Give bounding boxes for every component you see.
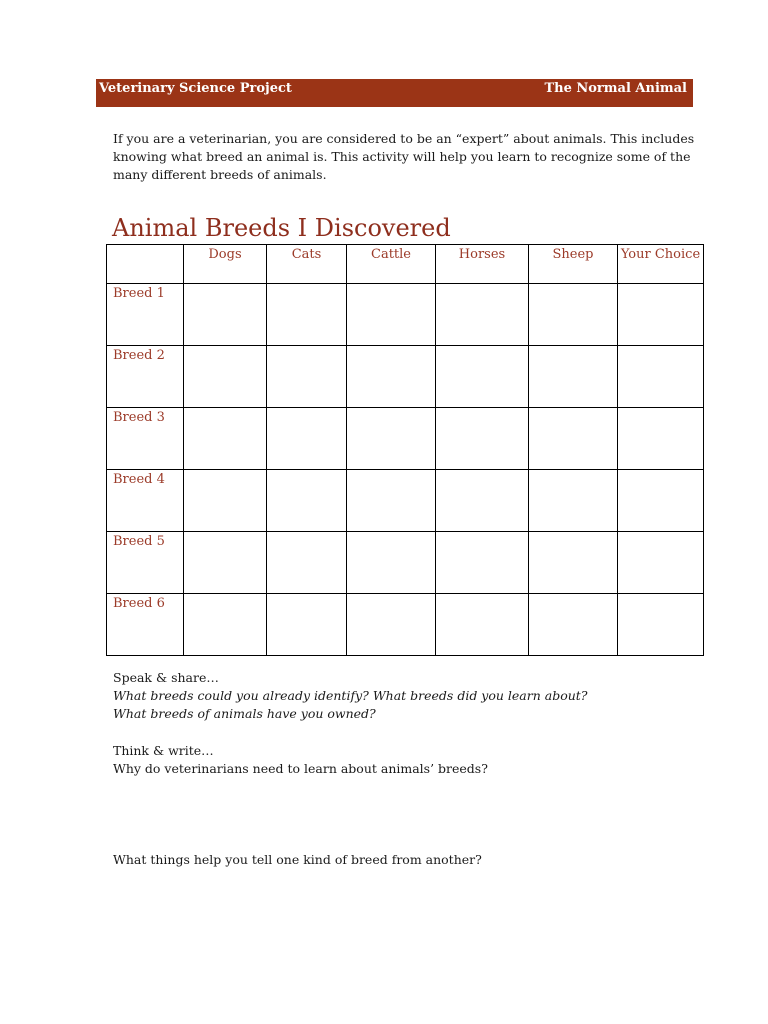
table-cell bbox=[347, 346, 436, 408]
column-header-your-choice: Your Choice bbox=[618, 245, 704, 284]
table-cell bbox=[347, 408, 436, 470]
table-cell bbox=[618, 284, 704, 346]
table-cell bbox=[347, 594, 436, 656]
table-cell bbox=[347, 470, 436, 532]
project-title: Veterinary Science Project bbox=[99, 81, 292, 96]
column-header-corner bbox=[107, 245, 184, 284]
table-row bbox=[107, 470, 704, 532]
think-write-section bbox=[113, 742, 488, 778]
unit-title: The Normal Animal bbox=[544, 81, 687, 96]
table-cell bbox=[618, 594, 704, 656]
table-cell bbox=[267, 594, 347, 656]
table-cell bbox=[529, 470, 618, 532]
table-row bbox=[107, 284, 704, 346]
table-header-row bbox=[107, 245, 704, 284]
table-row bbox=[107, 346, 704, 408]
table-cell bbox=[436, 346, 529, 408]
row-label-breed-2: Breed 2 bbox=[107, 346, 184, 408]
document-header-bar bbox=[96, 79, 693, 107]
table-cell bbox=[618, 470, 704, 532]
table-row bbox=[107, 532, 704, 594]
table-cell bbox=[267, 284, 347, 346]
table-cell bbox=[267, 470, 347, 532]
table-cell bbox=[184, 346, 267, 408]
row-label-breed-6: Breed 6 bbox=[107, 594, 184, 656]
section-title: Animal Breeds I Discovered bbox=[112, 214, 451, 242]
row-label-breed-5: Breed 5 bbox=[107, 532, 184, 594]
speak-share-question-1: What breeds could you already identify? What breeds did you learn about? bbox=[113, 688, 588, 703]
table-cell bbox=[529, 532, 618, 594]
row-label-breed-1: Breed 1 bbox=[107, 284, 184, 346]
think-write-question-2: What things help you tell one kind of breed from another? bbox=[113, 852, 482, 867]
table-cell bbox=[529, 594, 618, 656]
table-cell bbox=[436, 532, 529, 594]
table-cell bbox=[184, 284, 267, 346]
table-cell bbox=[436, 408, 529, 470]
row-label-breed-3: Breed 3 bbox=[107, 408, 184, 470]
column-header-dogs: Dogs bbox=[184, 245, 267, 284]
breeds-table bbox=[106, 244, 704, 656]
row-label-breed-4: Breed 4 bbox=[107, 470, 184, 532]
column-header-sheep: Sheep bbox=[529, 245, 618, 284]
think-write-heading: Think & write… bbox=[113, 743, 214, 758]
column-header-horses: Horses bbox=[436, 245, 529, 284]
table-cell bbox=[267, 346, 347, 408]
think-write-question-2-block bbox=[113, 851, 482, 869]
table-cell bbox=[436, 284, 529, 346]
table-cell bbox=[267, 408, 347, 470]
table-cell bbox=[436, 470, 529, 532]
think-write-question-1: Why do veterinarians need to learn about animals’ breeds? bbox=[113, 761, 488, 776]
table-cell bbox=[184, 470, 267, 532]
table-cell bbox=[267, 532, 347, 594]
speak-share-question-2: What breeds of animals have you owned? bbox=[113, 706, 376, 721]
speak-share-heading: Speak & share… bbox=[113, 670, 219, 685]
speak-share-section bbox=[113, 669, 588, 723]
table-cell bbox=[529, 284, 618, 346]
table-cell bbox=[618, 408, 704, 470]
column-header-cats: Cats bbox=[267, 245, 347, 284]
table-cell bbox=[529, 408, 618, 470]
table-cell bbox=[529, 346, 618, 408]
table-cell bbox=[347, 532, 436, 594]
table-cell bbox=[184, 532, 267, 594]
table-cell bbox=[436, 594, 529, 656]
table-cell bbox=[618, 346, 704, 408]
column-header-cattle: Cattle bbox=[347, 245, 436, 284]
table-row bbox=[107, 408, 704, 470]
table-cell bbox=[184, 594, 267, 656]
intro-paragraph: If you are a veterinarian, you are considered to be an “expert” about animals. This includes knowing what breed an animal is. This activity will help you learn to recognize some of the many different breeds of animals. bbox=[113, 131, 695, 182]
table-cell bbox=[618, 532, 704, 594]
table-cell bbox=[347, 284, 436, 346]
table-cell bbox=[184, 408, 267, 470]
table-row bbox=[107, 594, 704, 656]
